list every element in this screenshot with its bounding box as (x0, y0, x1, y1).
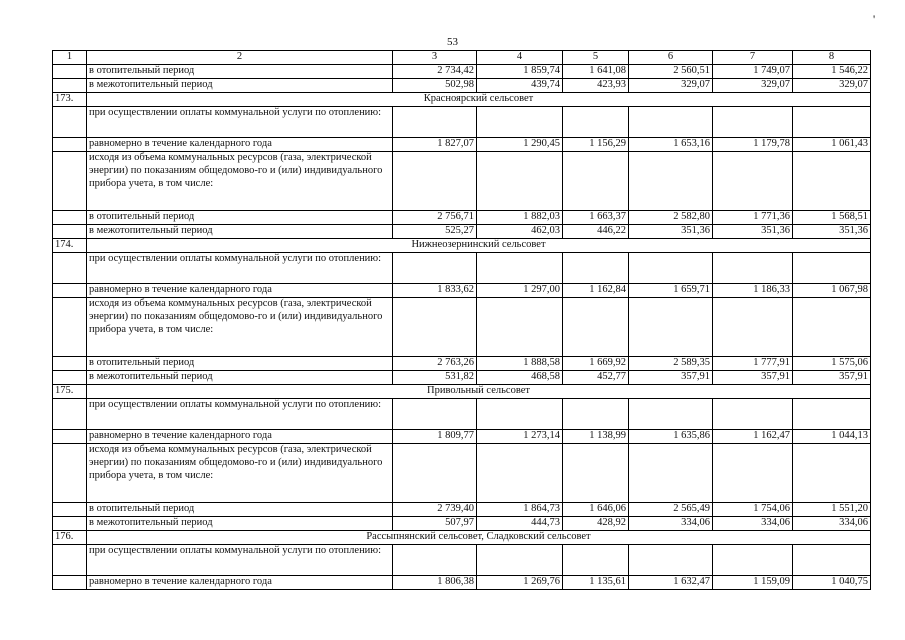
intro-row (53, 545, 871, 576)
value-cell: 1 806,38 (393, 576, 477, 590)
value-cell: 1 888,58 (477, 357, 563, 371)
section-header-row (53, 239, 871, 253)
even-payment-row (53, 430, 871, 444)
value-cell: 1 162,84 (563, 284, 629, 298)
row-number-cell (53, 79, 87, 93)
nonheating-period-row (53, 225, 871, 239)
value-cell: 351,36 (793, 225, 871, 239)
value-cell: 1 179,78 (713, 138, 793, 152)
value-cell: 1 040,75 (793, 576, 871, 590)
row-label: равномерно в течение календарного года (87, 576, 393, 590)
row-label: в отопительный период (87, 357, 393, 371)
value-cell: 1 754,06 (713, 503, 793, 517)
value-cell: 1 669,92 (563, 357, 629, 371)
value-cell: 1 273,14 (477, 430, 563, 444)
value-cell: 1 186,33 (713, 284, 793, 298)
row-label: исходя из объема коммунальных ресурсов (газа, электрической энергии) по показаниям общедомово-го и (или) индивидуального прибора учета, в том числе: (87, 298, 393, 357)
row-number-cell (53, 211, 87, 225)
tariff-table (52, 50, 871, 590)
value-cell (793, 107, 871, 138)
intro-row (53, 107, 871, 138)
value-cell: 1 575,06 (793, 357, 871, 371)
carryover-row (53, 79, 871, 93)
value-cell: 329,07 (713, 79, 793, 93)
value-cell (793, 253, 871, 284)
value-cell: 357,91 (793, 371, 871, 385)
even-payment-row (53, 284, 871, 298)
value-cell (477, 444, 563, 503)
value-cell: 1 653,16 (629, 138, 713, 152)
row-number-cell (53, 152, 87, 211)
value-cell: 1 663,37 (563, 211, 629, 225)
value-cell (793, 444, 871, 503)
value-cell: 1 290,45 (477, 138, 563, 152)
section-number: 173. (53, 93, 87, 107)
row-number-cell (53, 65, 87, 79)
value-cell: 1 635,86 (629, 430, 713, 444)
even-payment-row (53, 138, 871, 152)
table-header-row (53, 51, 871, 65)
value-cell: 2 763,26 (393, 357, 477, 371)
value-cell: 2 560,51 (629, 65, 713, 79)
header-cell: 6 (629, 51, 713, 65)
row-label: в отопительный период (87, 503, 393, 517)
header-cell: 1 (53, 51, 87, 65)
value-cell (393, 253, 477, 284)
section-name: Нижнеозернинский сельсовет (87, 239, 871, 253)
value-cell (793, 152, 871, 211)
row-number-cell (53, 298, 87, 357)
row-number-cell (53, 430, 87, 444)
value-cell: 1 809,77 (393, 430, 477, 444)
row-label: равномерно в течение календарного года (87, 284, 393, 298)
value-cell: 1 882,03 (477, 211, 563, 225)
value-cell: 334,06 (629, 517, 713, 531)
value-cell (629, 545, 713, 576)
value-cell (563, 399, 629, 430)
value-cell (393, 298, 477, 357)
row-label: в отопительный период (87, 211, 393, 225)
value-cell (793, 399, 871, 430)
header-cell: 2 (87, 51, 393, 65)
row-number-cell (53, 503, 87, 517)
value-cell: 1 551,20 (793, 503, 871, 517)
row-label: при осуществлении оплаты коммунальной услуги по отоплению: (87, 107, 393, 138)
value-cell (563, 298, 629, 357)
value-cell: 525,27 (393, 225, 477, 239)
value-cell (629, 298, 713, 357)
value-cell (713, 444, 793, 503)
header-cell: 8 (793, 51, 871, 65)
carryover-row (53, 65, 871, 79)
value-cell: 2 734,42 (393, 65, 477, 79)
nonheating-period-row (53, 371, 871, 385)
value-cell: 1 864,73 (477, 503, 563, 517)
value-cell (629, 107, 713, 138)
value-cell: 2 739,40 (393, 503, 477, 517)
value-cell: 334,06 (713, 517, 793, 531)
row-number-cell (53, 371, 87, 385)
row-label: в межотопительный период (87, 225, 393, 239)
value-cell: 1 138,99 (563, 430, 629, 444)
row-label: исходя из объема коммунальных ресурсов (газа, электрической энергии) по показаниям общедомово-го и (или) индивидуального прибора учета, в том числе: (87, 444, 393, 503)
value-cell: 462,03 (477, 225, 563, 239)
row-number-cell (53, 576, 87, 590)
value-cell (477, 545, 563, 576)
value-cell: 502,98 (393, 79, 477, 93)
value-cell (477, 107, 563, 138)
value-cell: 329,07 (629, 79, 713, 93)
value-cell (563, 152, 629, 211)
even-payment-row (53, 576, 871, 590)
value-cell (713, 545, 793, 576)
header-cell: 4 (477, 51, 563, 65)
value-cell (393, 444, 477, 503)
value-cell: 1 061,43 (793, 138, 871, 152)
value-cell (477, 298, 563, 357)
row-number-cell (53, 107, 87, 138)
value-cell (629, 152, 713, 211)
value-cell: 2 589,35 (629, 357, 713, 371)
section-header-row (53, 93, 871, 107)
value-cell (629, 399, 713, 430)
row-number-cell (53, 138, 87, 152)
row-number-cell (53, 253, 87, 284)
table-body (53, 51, 871, 590)
row-label: при осуществлении оплаты коммунальной услуги по отоплению: (87, 399, 393, 430)
section-name: Рассыпнянский сельсовет, Сладковский сельсовет (87, 531, 871, 545)
volume-row (53, 152, 871, 211)
value-cell: 1 568,51 (793, 211, 871, 225)
section-name: Красноярский сельсовет (87, 93, 871, 107)
value-cell (713, 253, 793, 284)
value-cell: 1 641,08 (563, 65, 629, 79)
row-label: в отопительный период (87, 65, 393, 79)
header-cell: 7 (713, 51, 793, 65)
value-cell: 446,22 (563, 225, 629, 239)
heating-period-row (53, 503, 871, 517)
value-cell (563, 545, 629, 576)
value-cell: 334,06 (793, 517, 871, 531)
value-cell: 351,36 (629, 225, 713, 239)
value-cell (563, 107, 629, 138)
row-label: исходя из объема коммунальных ресурсов (газа, электрической энергии) по показаниям общедомово-го и (или) индивидуального прибора учета, в том числе: (87, 152, 393, 211)
row-number-cell (53, 225, 87, 239)
section-header-row (53, 385, 871, 399)
row-label: при осуществлении оплаты коммунальной услуги по отоплению: (87, 545, 393, 576)
row-number-cell (53, 545, 87, 576)
value-cell (713, 298, 793, 357)
value-cell: 1 546,22 (793, 65, 871, 79)
row-label: равномерно в течение календарного года (87, 138, 393, 152)
intro-row (53, 399, 871, 430)
row-label: в межотопительный период (87, 79, 393, 93)
nonheating-period-row (53, 517, 871, 531)
value-cell: 1 297,00 (477, 284, 563, 298)
value-cell (713, 152, 793, 211)
value-cell: 1 067,98 (793, 284, 871, 298)
corner-mark: ' (873, 12, 876, 26)
value-cell (629, 444, 713, 503)
row-label: равномерно в течение календарного года (87, 430, 393, 444)
value-cell: 531,82 (393, 371, 477, 385)
value-cell: 357,91 (713, 371, 793, 385)
value-cell (477, 399, 563, 430)
value-cell: 329,07 (793, 79, 871, 93)
row-number-cell (53, 517, 87, 531)
value-cell (393, 545, 477, 576)
value-cell: 2 582,80 (629, 211, 713, 225)
value-cell (393, 399, 477, 430)
section-number: 174. (53, 239, 87, 253)
value-cell (393, 107, 477, 138)
value-cell: 439,74 (477, 79, 563, 93)
volume-row (53, 298, 871, 357)
value-cell (793, 545, 871, 576)
section-number: 176. (53, 531, 87, 545)
row-number-cell (53, 284, 87, 298)
volume-row (53, 444, 871, 503)
value-cell: 1 646,06 (563, 503, 629, 517)
value-cell: 1 156,29 (563, 138, 629, 152)
value-cell: 1 044,13 (793, 430, 871, 444)
value-cell: 357,91 (629, 371, 713, 385)
value-cell (563, 253, 629, 284)
value-cell (477, 152, 563, 211)
value-cell (477, 253, 563, 284)
value-cell: 507,97 (393, 517, 477, 531)
value-cell: 1 659,71 (629, 284, 713, 298)
value-cell (393, 152, 477, 211)
row-number-cell (53, 444, 87, 503)
page-number: 53 (447, 36, 458, 48)
value-cell: 1 632,47 (629, 576, 713, 590)
value-cell: 1 269,76 (477, 576, 563, 590)
row-label: в межотопительный период (87, 517, 393, 531)
value-cell: 1 162,47 (713, 430, 793, 444)
section-name: Привольный сельсовет (87, 385, 871, 399)
heating-period-row (53, 211, 871, 225)
value-cell: 1 827,07 (393, 138, 477, 152)
header-cell: 5 (563, 51, 629, 65)
header-cell: 3 (393, 51, 477, 65)
value-cell (713, 399, 793, 430)
row-number-cell (53, 357, 87, 371)
value-cell (563, 444, 629, 503)
value-cell: 1 749,07 (713, 65, 793, 79)
section-header-row (53, 531, 871, 545)
value-cell (793, 298, 871, 357)
value-cell: 2 756,71 (393, 211, 477, 225)
value-cell: 1 777,91 (713, 357, 793, 371)
value-cell: 423,93 (563, 79, 629, 93)
row-label: при осуществлении оплаты коммунальной услуги по отоплению: (87, 253, 393, 284)
value-cell: 1 159,09 (713, 576, 793, 590)
row-label: в межотопительный период (87, 371, 393, 385)
value-cell (629, 253, 713, 284)
value-cell: 1 833,62 (393, 284, 477, 298)
value-cell (713, 107, 793, 138)
value-cell: 1 771,36 (713, 211, 793, 225)
section-number: 175. (53, 385, 87, 399)
value-cell: 1 859,74 (477, 65, 563, 79)
value-cell: 351,36 (713, 225, 793, 239)
intro-row (53, 253, 871, 284)
value-cell: 1 135,61 (563, 576, 629, 590)
row-number-cell (53, 399, 87, 430)
value-cell: 2 565,49 (629, 503, 713, 517)
value-cell: 452,77 (563, 371, 629, 385)
value-cell: 468,58 (477, 371, 563, 385)
value-cell: 444,73 (477, 517, 563, 531)
heating-period-row (53, 357, 871, 371)
value-cell: 428,92 (563, 517, 629, 531)
